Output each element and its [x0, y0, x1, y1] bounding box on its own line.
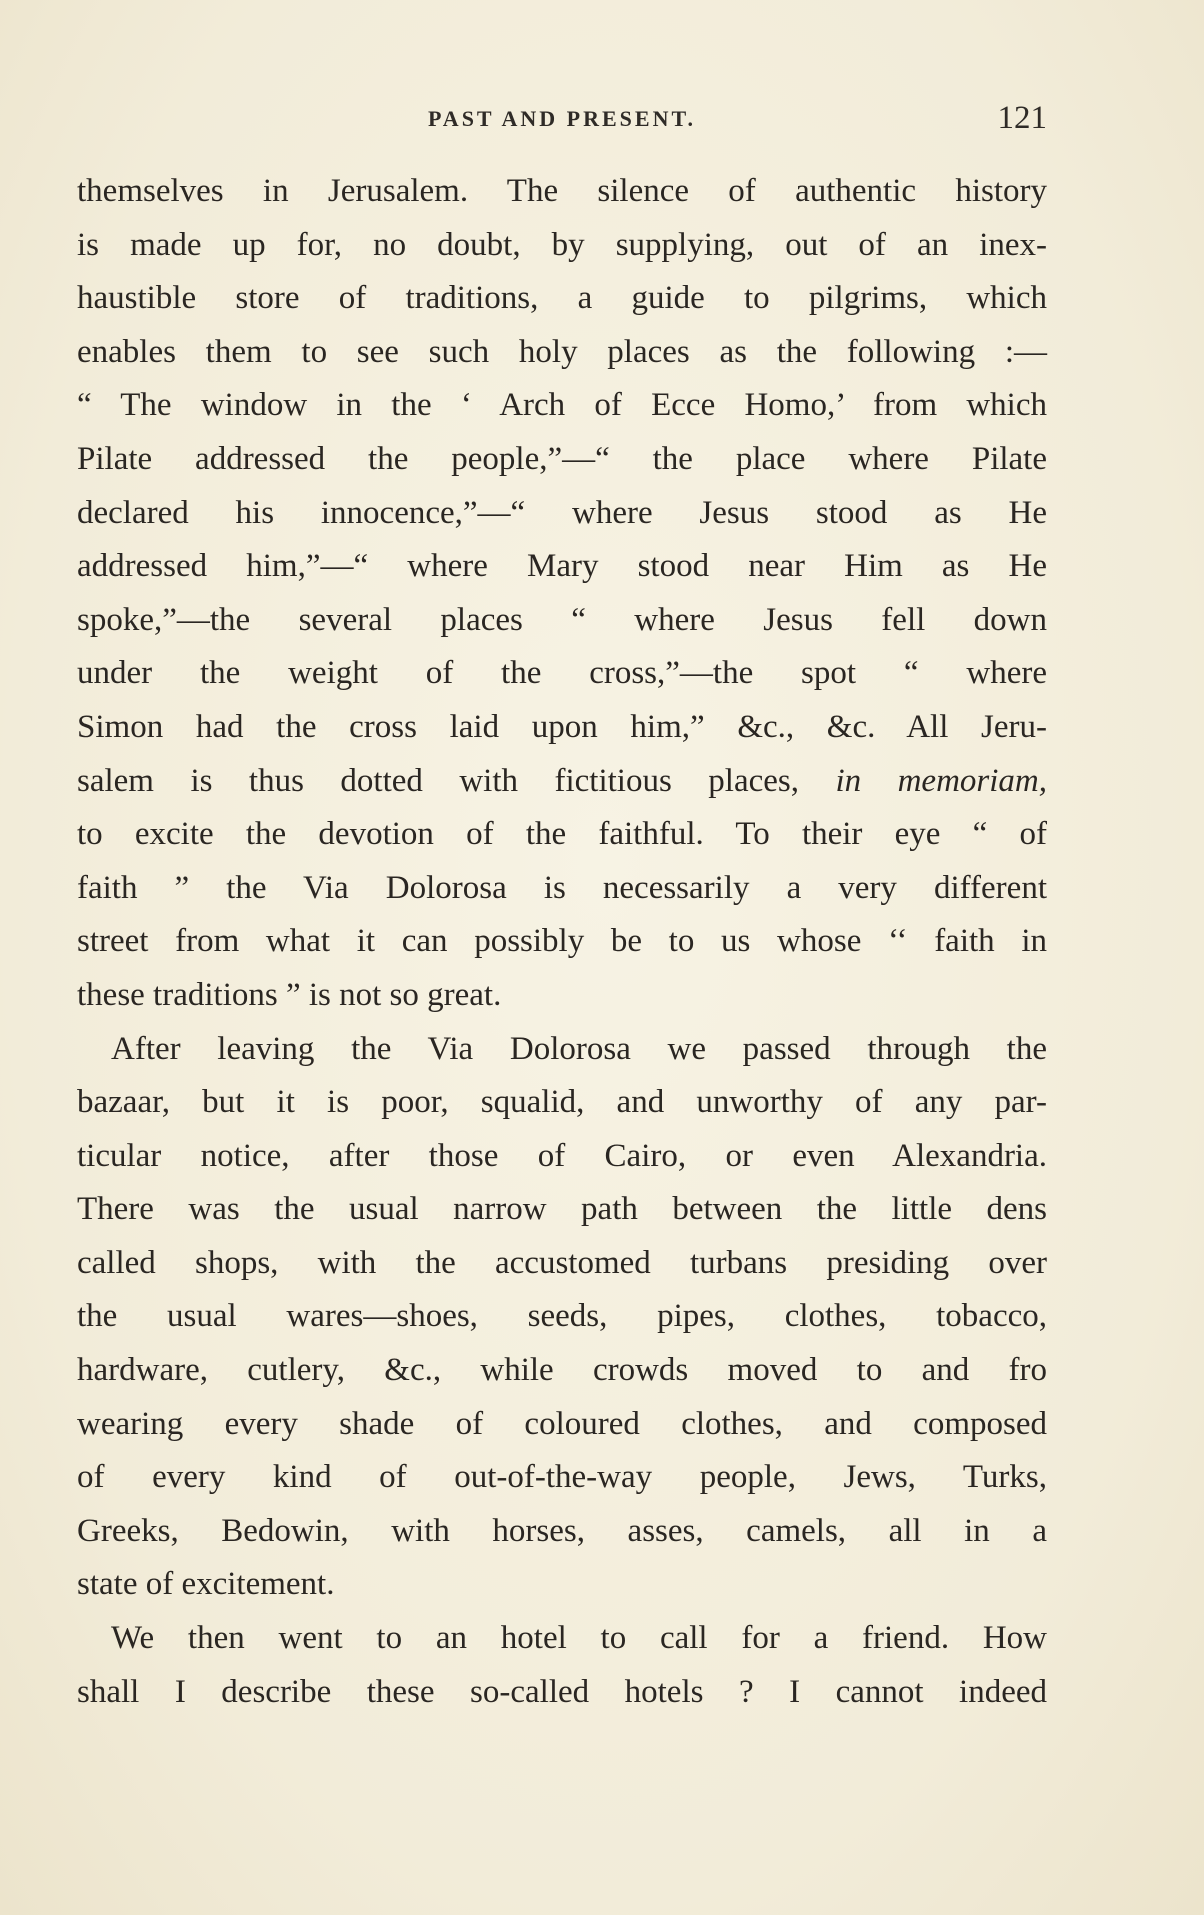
text-line	[77, 755, 1047, 809]
text-line: the usual wares—shoes, seeds, pipes, clothes, tobacco,	[77, 1298, 1047, 1335]
running-title: PAST AND PRESENT.	[428, 106, 696, 131]
text-line: called shops, with the accustomed turbans presiding over	[77, 1244, 1047, 1281]
text-line: shall I describe these so-called hotels ? I cannot indeed	[77, 1673, 1047, 1710]
paragraph-last-line: these traditions ” is not so great.	[77, 976, 502, 1013]
text-line: wearing every shade of coloured clothes, and composed	[77, 1405, 1047, 1442]
text-line: Simon had the cross laid upon him,” &c., &c. All Jeru-	[77, 708, 1047, 745]
text-line: of every kind of out-of-the-way people, Jews, Turks,	[77, 1459, 1047, 1496]
page-number: 121	[997, 100, 1047, 136]
text-line: addressed him,”—“ where Mary stood near Him as He	[77, 548, 1047, 585]
text-line: street from what it can possibly be to us whose ‘‘ faith in	[77, 923, 1047, 960]
text-line: bazaar, but it is poor, squalid, and unworthy of any par-	[77, 1084, 1047, 1121]
body-text	[77, 165, 1047, 1719]
running-head	[77, 100, 1047, 140]
paragraph-last-line: state of excitement.	[77, 1566, 335, 1603]
text-line: is made up for, no doubt, by supplying, out of an inex-	[77, 226, 1047, 263]
text-line: declared his innocence,”—“ where Jesus stood as He	[77, 494, 1047, 531]
text-line: spoke,”—the several places “ where Jesus fell down	[77, 601, 1047, 638]
text-line: Greeks, Bedowin, with horses, asses, camels, all in a	[77, 1512, 1047, 1549]
text-segment: salem is thus dotted with fictitious places,	[77, 762, 836, 799]
text-line: haustible store of traditions, a guide to pilgrims, which	[77, 280, 1047, 317]
text-line: Pilate addressed the people,”—“ the place where Pilate	[77, 440, 1047, 477]
text-line: under the weight of the cross,”—the spot “ where	[77, 655, 1047, 692]
text-line: hardware, cutlery, &c., while crowds moved to and fro	[77, 1352, 1047, 1389]
text-line: enables them to see such holy places as the following :—	[77, 333, 1047, 370]
text-line: There was the usual narrow path between the little dens	[77, 1191, 1047, 1228]
paragraph-first-line: After leaving the Via Dolorosa we passed through the	[111, 1030, 1047, 1067]
text-line: faith ” the Via Dolorosa is necessarily a very different	[77, 869, 1047, 906]
text-line: “ The window in the ‘ Arch of Ecce Homo,’ from which	[77, 387, 1047, 424]
text-line: ticular notice, after those of Cairo, or even Alexandria.	[77, 1137, 1047, 1174]
text-line: to excite the devotion of the faithful. To their eye “ of	[77, 816, 1047, 853]
paragraph-first-line: We then went to an hotel to call for a friend. How	[111, 1620, 1047, 1657]
text-line: themselves in Jerusalem. The silence of authentic history	[77, 173, 1047, 209]
italic-phrase: in memoriam,	[835, 762, 1047, 799]
